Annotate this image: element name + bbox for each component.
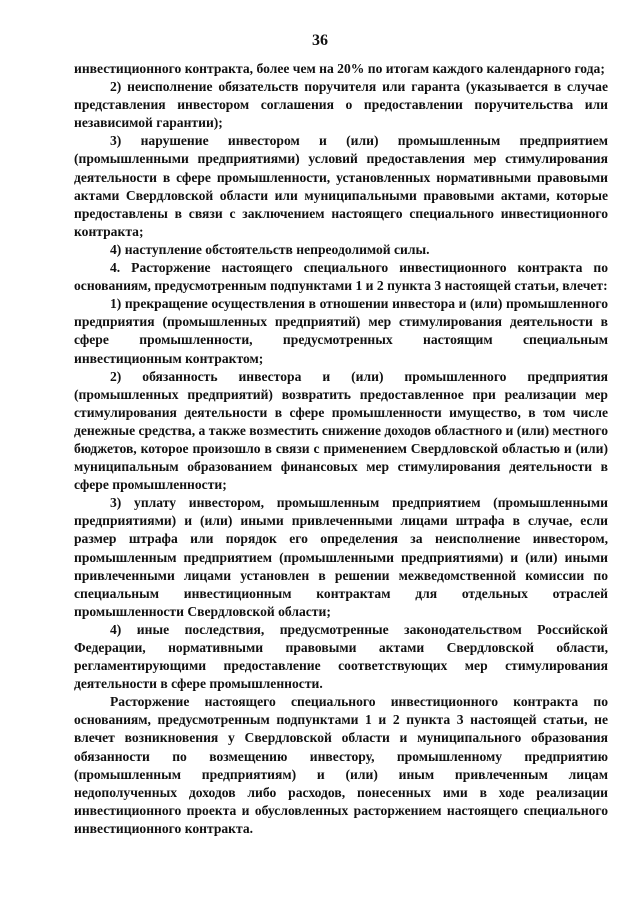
document-body <box>74 60 608 838</box>
paragraph: 3) нарушение инвестором и (или) промышленным предприятием (промышленными предприятиями) условий предоставления мер стимулирования деятельности в сфере промышленности, установленных нормативными правовыми актами Свердловской области или муниципальными правовыми актами, которые предоставлены в связи с заключением настоящего специального инвестиционного контракта; <box>74 133 608 239</box>
paragraph: 3) уплату инвестором, промышленным предприятием (промышленными предприятиями) и (или) иными привлеченными лицами штрафа в случае, если размер штрафа или порядок его определения за неисполнение инвестором, промышленным предприятием (промышленными предприятиями) и (или) иными привлеченными лицами установлен в решении межведомственной комиссии по специальным инвестиционным контрактам для отдельных отраслей промышленности Свердловской области; <box>74 495 608 619</box>
paragraph: 2) обязанность инвестора и (или) промышленного предприятия (промышленных предприятий) возвратить предоставленное при реализации мер стимулирования деятельности в сфере промышленности имущество, в том числе денежные средства, а также возместить снижение доходов областного и (или) местного бюджетов, которое произошло в связи с применением Свердловской областью и (или) муниципальным образованием финансовых мер стимулирования деятельности в сфере промышленности; <box>74 368 608 493</box>
paragraph: 4) иные последствия, предусмотренные законодательством Российской Федерации, нормативными правовыми актами Свердловской области, регламентирующими предоставление соответствующих мер стимулирования деятельности в сфере промышленности. <box>74 621 608 692</box>
page-number: 36 <box>312 32 328 49</box>
paragraph-continuation: инвестиционного контракта, более чем на 20% по итогам каждого календарного года; <box>74 61 605 76</box>
paragraph: Расторжение настоящего специального инвестиционного контракта по основаниям, предусмотренным подпунктами 1 и 2 пункта 3 настоящей статьи, не влечет возникновения у Свердловской области и муниципального образования обязанности по возмещению инвестору, промышленному предприятию (промышленным предприятиям) и (или) иным привлеченным лицам недополученных доходов либо расходов, понесенных ими в ходе реализации инвестиционного проекта и обусловленных расторжением настоящего специального инвестиционного контракта. <box>74 694 608 836</box>
paragraph: 4) наступление обстоятельств непреодолимой силы. <box>110 241 430 257</box>
paragraph: 1) прекращение осуществления в отношении инвестора и (или) промышленного предприятия (промышленных предприятий) мер стимулирования деятельности в сфере промышленности, предусмотренных настоящим специальным инвестиционным контрактом; <box>74 296 608 366</box>
paragraph: 2) неисполнение обязательств поручителя или гаранта (указывается в случае представления инвестором соглашения о предоставлении поручительства или независимой гарантии); <box>74 79 608 131</box>
paragraph: 4. Расторжение настоящего специального инвестиционного контракта по основаниям, предусмотренным подпунктами 1 и 2 пункта 3 настоящей статьи, влечет: <box>74 260 608 294</box>
